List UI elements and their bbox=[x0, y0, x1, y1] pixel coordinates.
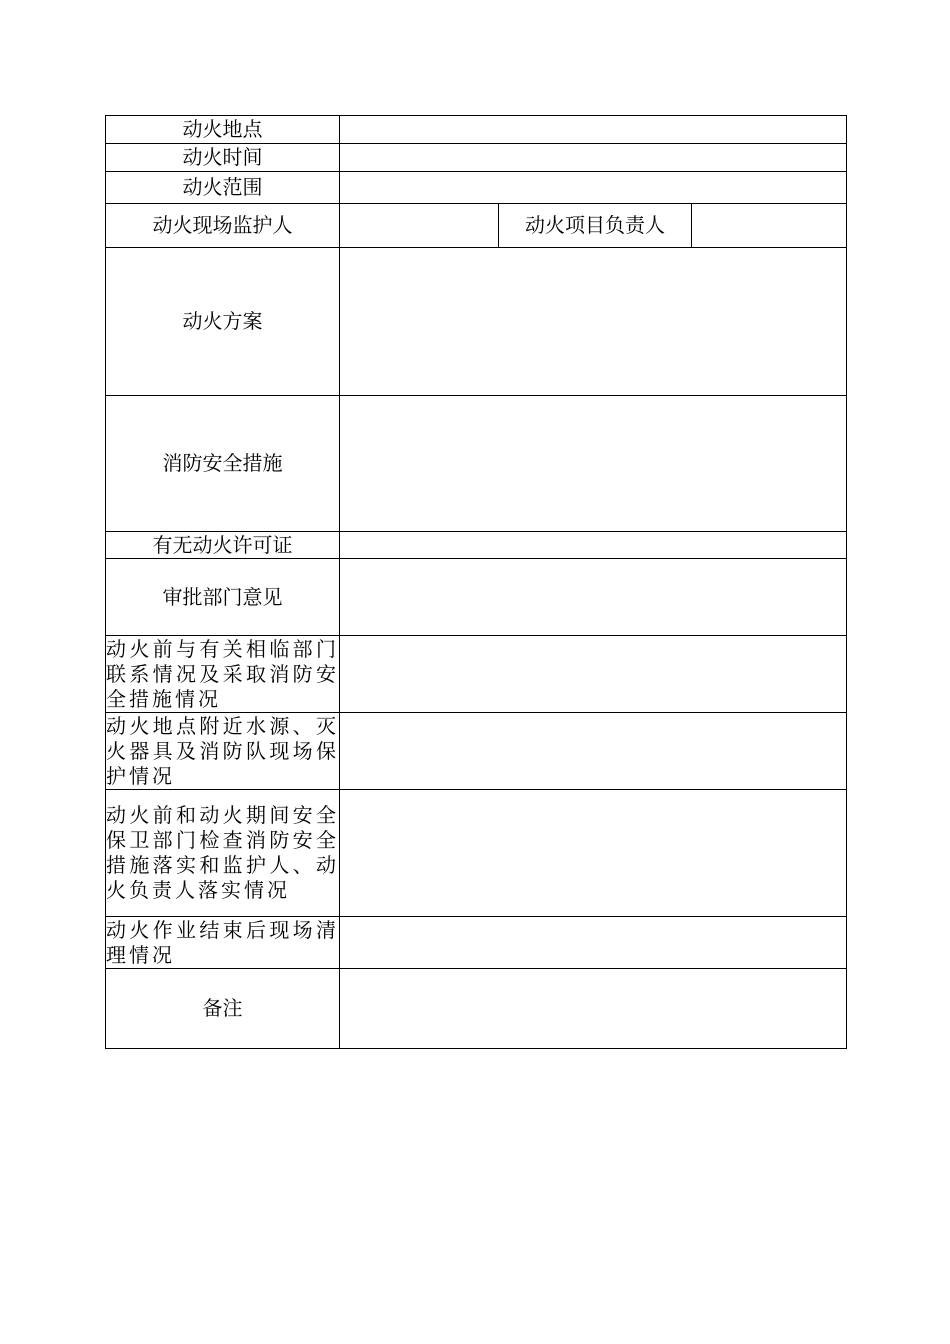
time-field[interactable] bbox=[340, 144, 847, 172]
project-lead-field[interactable] bbox=[692, 204, 847, 248]
remarks-field[interactable] bbox=[340, 969, 847, 1049]
row-remarks bbox=[106, 969, 847, 1049]
permit-field[interactable] bbox=[340, 532, 847, 559]
time-label: 动火时间 bbox=[106, 144, 340, 172]
fire-safety-label: 消防安全措施 bbox=[106, 396, 340, 532]
cleanup-label: 动火作业结束后现场清理情况 bbox=[106, 917, 339, 967]
scope-field[interactable] bbox=[340, 172, 847, 204]
row-liaison bbox=[106, 636, 847, 713]
row-approval bbox=[106, 559, 847, 636]
row-location bbox=[106, 116, 847, 144]
row-fire-safety bbox=[106, 396, 847, 532]
site-monitor-field[interactable] bbox=[340, 204, 499, 248]
row-permit bbox=[106, 532, 847, 559]
approval-field[interactable] bbox=[340, 559, 847, 636]
site-monitor-label: 动火现场监护人 bbox=[106, 204, 340, 248]
permit-label: 有无动火许可证 bbox=[106, 532, 340, 559]
row-personnel bbox=[106, 204, 847, 248]
row-scope bbox=[106, 172, 847, 204]
plan-label: 动火方案 bbox=[106, 248, 340, 396]
cleanup-field[interactable] bbox=[340, 917, 847, 969]
project-lead-label: 动火项目负责人 bbox=[499, 204, 692, 248]
remarks-label: 备注 bbox=[106, 969, 340, 1049]
hot-work-form-table bbox=[105, 115, 847, 1049]
security-check-label: 动火前和动火期间安全保卫部门检查消防安全措施落实和监护人、动火负责人落实情况 bbox=[106, 790, 340, 917]
water-equipment-field[interactable] bbox=[340, 713, 847, 790]
liaison-field[interactable] bbox=[340, 636, 847, 713]
water-equipment-label: 动火地点附近水源、灭火器具及消防队现场保护情况 bbox=[106, 713, 339, 788]
row-cleanup bbox=[106, 917, 847, 969]
security-check-field[interactable] bbox=[340, 790, 847, 917]
approval-label: 审批部门意见 bbox=[106, 559, 340, 636]
location-label: 动火地点 bbox=[106, 116, 340, 144]
liaison-label: 动火前与有关相临部门联系情况及采取消防安全措施情况 bbox=[106, 636, 339, 711]
fire-safety-field[interactable] bbox=[340, 396, 847, 532]
plan-field[interactable] bbox=[340, 248, 847, 396]
row-time bbox=[106, 144, 847, 172]
row-water-equipment bbox=[106, 713, 847, 790]
scope-label: 动火范围 bbox=[106, 172, 340, 204]
location-field[interactable] bbox=[340, 116, 847, 144]
row-plan bbox=[106, 248, 847, 396]
row-security-check bbox=[106, 790, 847, 917]
